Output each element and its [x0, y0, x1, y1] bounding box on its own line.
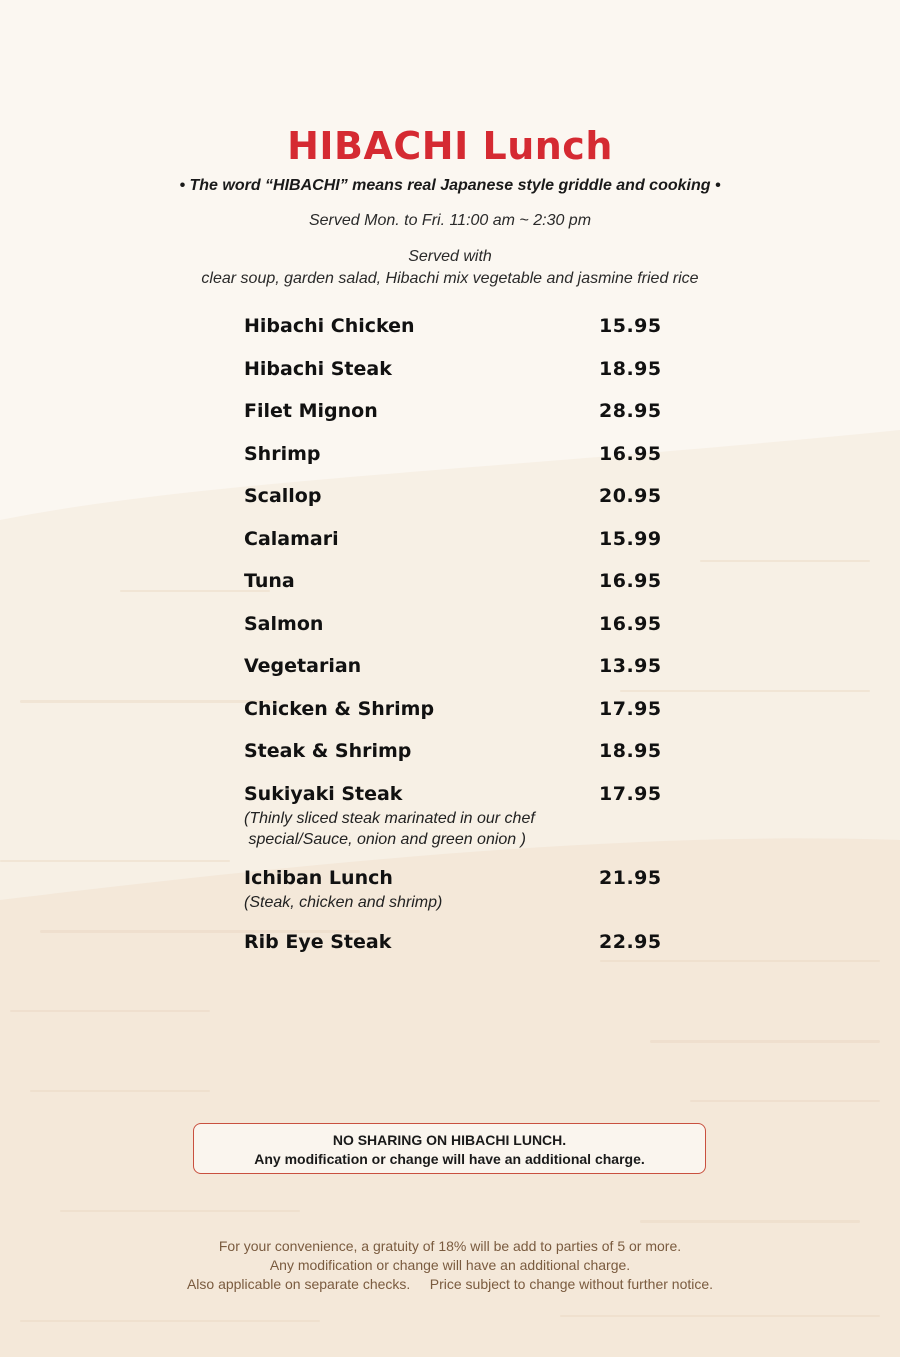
menu-item	[244, 482, 664, 525]
menu-item-name: Chicken & Shrimp	[244, 697, 435, 720]
footer-line-3: Also applicable on separate checks. Price subject to change without further notice.	[186, 1276, 714, 1292]
menu-title: HIBACHI Lunch	[287, 124, 613, 168]
menu-item-name: Calamari	[244, 527, 339, 550]
menu-item	[244, 355, 664, 398]
menu-item-description: (Thinly sliced steak marinated in our chef	[244, 809, 535, 827]
menu-item-price: 13.95	[599, 655, 662, 677]
menu-item-price: 16.95	[599, 570, 662, 592]
served-with-label: Served with	[408, 248, 492, 265]
menu-item	[244, 928, 664, 958]
menu-item-name: Tuna	[244, 570, 295, 592]
menu-item-name: Steak & Shrimp	[244, 740, 412, 762]
menu-item-price: 28.95	[599, 400, 662, 422]
menu-item-price: 22.95	[599, 930, 662, 953]
menu-item-name: Vegetarian	[244, 655, 362, 677]
menu-item-name: Scallop	[244, 485, 322, 507]
menu-item	[244, 695, 664, 738]
menu-item-name: Hibachi Steak	[244, 357, 392, 380]
menu-item	[244, 610, 664, 653]
menu-item-price: 17.95	[599, 782, 662, 805]
notice-line-2: Any modification or change will have an additional charge.	[254, 1151, 645, 1167]
menu-item-price: 17.95	[599, 697, 662, 720]
footer-line-2: Any modification or change will have an additional charge.	[269, 1257, 631, 1273]
served-hours: Served Mon. to Fri. 11:00 am ~ 2:30 pm	[308, 212, 592, 229]
menu-item-price: 15.95	[599, 315, 662, 337]
menu-item-name: Shrimp	[244, 442, 321, 465]
menu-item	[244, 737, 664, 780]
menu-item-name: Salmon	[244, 612, 324, 635]
menu-item-price: 15.99	[599, 527, 662, 550]
menu-item	[244, 440, 664, 483]
menu-item-name: Sukiyaki Steak	[244, 782, 403, 805]
menu-item	[244, 864, 664, 928]
menu-item-price: 21.95	[599, 866, 662, 889]
no-sharing-notice	[193, 1123, 706, 1174]
menu-item-price: 20.95	[599, 485, 662, 507]
menu-item-price: 16.95	[599, 442, 662, 465]
menu-item	[244, 312, 664, 355]
footer-policy	[0, 1237, 900, 1294]
menu-item-name: Filet Mignon	[244, 400, 378, 422]
menu-item-name: Hibachi Chicken	[244, 315, 415, 337]
menu-item-name: Ichiban Lunch	[244, 866, 393, 889]
menu-item-price: 18.95	[599, 740, 662, 762]
menu-list	[244, 312, 664, 958]
footer-line-1: For your convenience, a gratuity of 18% will be add to parties of 5 or more.	[218, 1238, 682, 1254]
menu-item	[244, 567, 664, 610]
menu-item-description: (Steak, chicken and shrimp)	[244, 893, 443, 911]
notice-line-1: NO SHARING ON HIBACHI LUNCH.	[332, 1132, 567, 1148]
served-with-items: clear soup, garden salad, Hibachi mix vegetable and jasmine fried rice	[201, 270, 699, 287]
menu-item-name: Rib Eye Steak	[244, 930, 392, 953]
served-with-block	[0, 246, 900, 290]
menu-item	[244, 652, 664, 695]
menu-item-description: special/Sauce, onion and green onion )	[244, 830, 526, 848]
menu-item	[244, 780, 664, 864]
menu-item	[244, 525, 664, 568]
hibachi-definition: • The word “HIBACHI” means real Japanese style griddle and cooking •	[179, 177, 721, 194]
menu-item	[244, 397, 664, 440]
menu-item-price: 18.95	[599, 357, 662, 380]
menu-item-price: 16.95	[599, 612, 662, 635]
